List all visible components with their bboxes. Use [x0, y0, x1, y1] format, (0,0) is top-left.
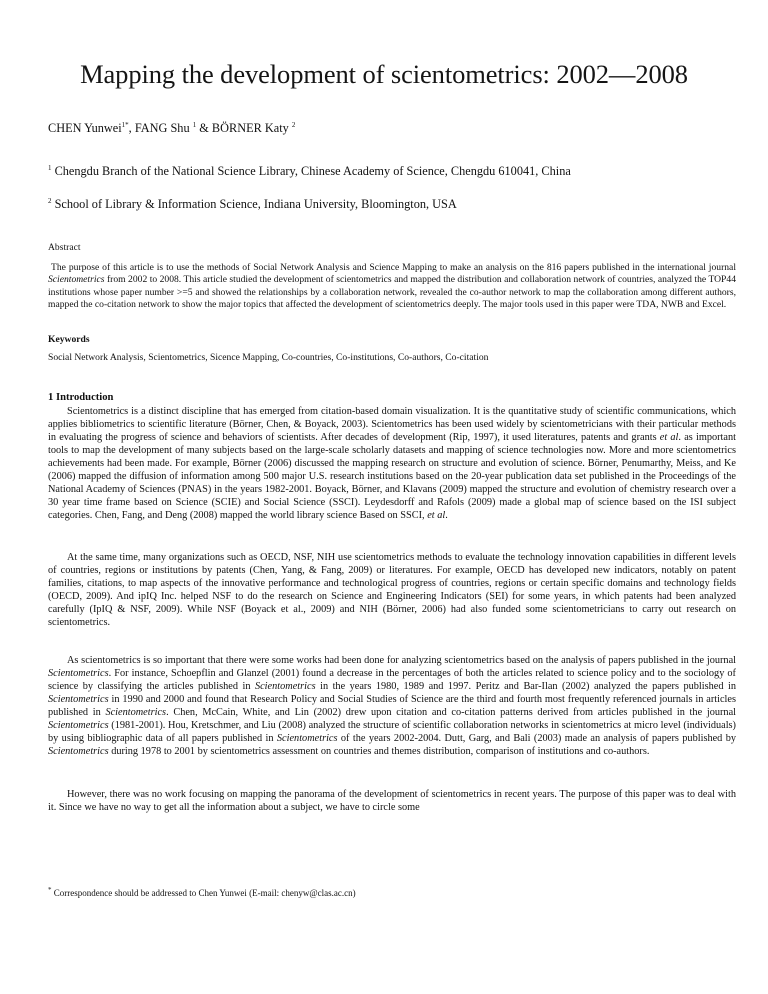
- intro-paragraph-3: [48, 654, 736, 758]
- paragraph-text: . Chen, McCain, White, and Lin (2002) drew upon citation and co-citation patterns derived from articles published in the journal: [166, 707, 736, 719]
- journal-name: Scientometrics: [48, 274, 105, 286]
- journal-name: Scientometrics: [254, 681, 316, 693]
- author-affiliation-mark: 1*: [121, 120, 129, 129]
- affiliation-2: [48, 197, 457, 212]
- paragraph-text: At the same time, many organizations such as OECD, NSF, NIH use scientometrics methods to evaluate the technology innovation capabilities in different levels of countries, regions or institutions by patents (Chen, Yang, & Fang, 2009) or literatures. For example, OECD has developed new indicators, notably on patent families, citations, to map aspects of the innovative performance and technological progress of countries, regions or certain specific domains and technology fields (OECD, 2009). And ipIQ Inc. helped NSF to do the research on Science and Engineering Indicators (SEI) for some years, in which patents had been analyzed carefully (IpIQ & NSF, 2009). While NSF (Boyack et al., 2009) and NIH (Börner, 2006) had also funded some scientometricians to carry out research on scientometrics.: [48, 552, 736, 629]
- author-name: FANG Shu: [134, 121, 193, 135]
- paragraph-text: As scientometrics is so important that there were some works had been done for analyzing scientometrics based on the analysis of papers published in the journal: [67, 655, 736, 666]
- abstract-text: The purpose of this article is to use the methods of Social Network Analysis and Science Mapping to make an analysis on the 816 papers published in the international journal: [51, 262, 736, 273]
- section-heading-introduction: 1 Introduction: [48, 392, 114, 403]
- author-name: CHEN Yunwei: [48, 121, 122, 135]
- correspondence-footnote: [48, 888, 356, 898]
- journal-name: Scientometrics: [48, 720, 109, 732]
- abstract-heading: Abstract: [48, 242, 81, 253]
- keywords-list: Social Network Analysis, Scientometrics, Sicence Mapping, Co-countries, Co-institutions, Co-authors, Co-citation: [48, 352, 489, 363]
- keywords-heading: Keywords: [48, 334, 90, 345]
- author-list: [48, 121, 295, 136]
- journal-name: Scientometrics: [276, 733, 338, 745]
- paragraph-text: However, there was no work focusing on mapping the panorama of the development of scientometrics in recent years. The purpose of this paper was to deal with it. Since we have no way to get all the information about a subject, we have to circle some: [48, 789, 736, 814]
- affiliation-text: School of Library & Information Science, Indiana University, Bloomington, USA: [54, 197, 457, 211]
- journal-name: Scientometrics: [48, 746, 109, 758]
- abstract-text: from 2002 to 2008. This article studied the development of scientometrics and mapped the distribution and collaboration network of countries, analyzed the TOP44 institutions whose paper number >=5 and showed the relationships by a collaboration network, revealed the co-author network to map the collaboration among different authors, mapped the co-citation network to show the major topics that affected the development of scientometrics deeply. The major tools used in this paper were TDA, NWB and Excel.: [48, 274, 736, 310]
- author-name: BÖRNER Katy: [211, 121, 292, 135]
- author-separator: &: [196, 121, 212, 135]
- intro-paragraph-1: [48, 405, 736, 522]
- paragraph-text: in the years 1980, 1989 and 1997. Peritz and Bar-Ilan (2002) analyzed the papers published in: [315, 681, 736, 693]
- paragraph-text: during 1978 to 2001 by scientometrics assessment on countries and themes distribution, comparison of institutions and co-authors.: [108, 746, 650, 758]
- author-affiliation-mark: 2: [291, 120, 296, 129]
- paragraph-text: .: [445, 510, 448, 522]
- intro-paragraph-2: [48, 551, 736, 629]
- footnote-text: Correspondence should be addressed to Chen Yunwei (E-mail: chenyw@clas.ac.cn): [51, 888, 356, 898]
- affiliation-text: Chengdu Branch of the National Science Library, Chinese Academy of Science, Chengdu 610041, China: [54, 164, 571, 178]
- intro-paragraph-4: [48, 788, 736, 814]
- paragraph-text: of the years 2002-2004. Dutt, Garg, and Bali (2003) made an analysis of papers published by: [337, 733, 736, 745]
- affiliation-mark: 2: [48, 196, 52, 205]
- paragraph-text: Scientometrics is a distinct discipline that has emerged from citation-based domain visualization. It is the quantitative study of scientific communications, which applies bibliometrics to scientific literature (Börner, Chen, & Boyack, 2003). Scientometrics has been used widely by scientometricians with their particular methods in evaluating the progress of science and behaviors of scientists. After decades of development (Rip, 1997), it used literatures, patents and grants: [48, 406, 736, 444]
- et-al: et al: [659, 432, 679, 444]
- paragraph-text: (1981-2001). Hou, Kretschmer, and Liu (2008) analyzed the structure of scientific collaboration networks in scientometrics at micro level (individuals) by using bibliographic data of all papers published in: [48, 720, 736, 745]
- et-al: et al: [427, 510, 446, 522]
- author-affiliation-mark: 1: [192, 120, 197, 129]
- paper-title: Mapping the development of scientometrics: 2002—2008: [80, 59, 688, 89]
- paragraph-text: . as important tools to map the development of many subjects based on the large-scale scholarly datasets and mapping of science technologies now. More and more scientometrics achievements had been made. For example, Börner (2006) discussed the mapping research on structure and evolution of science. Börner, Penumarthy, Meiss, and Ke (2006) mapped the diffusion of information among 500 major U.S. research institutions based on the 20-year publication data set published in the Proceedings of the National Academy of Sciences (PNAS) in the years 1982-2001. Boyack, Börner, and Klavans (2009) mapped the structure and evolution of chemistry research over a 30 year time frame based on Science (SCIE) and Social Science (SSCI). Leydesdorff and Rafols (2009) made a global map of science based on the ISI subject categories. Chen, Fang, and Deng (2008) mapped the world library science Based on SSCI,: [48, 432, 736, 522]
- journal-name: Scientometrics: [105, 707, 167, 719]
- paragraph-text: . For instance, Schoepflin and Glanzel (2001) found a decrease in the percentages of both the articles related to science policy and to the sociology of science by classifying the articles published in: [48, 668, 736, 693]
- author-separator: ,: [128, 121, 135, 135]
- affiliation-mark: 1: [48, 163, 52, 172]
- footnote-mark: *: [48, 886, 52, 894]
- paragraph-text: in 1990 and 2000 and found that Research Policy and Social Studies of Science are the third and fourth most frequently referenced journals in articles published in: [48, 694, 736, 719]
- affiliation-1: [48, 164, 571, 179]
- journal-name: Scientometrics: [48, 668, 109, 680]
- journal-name: Scientometrics: [48, 694, 109, 706]
- abstract-body: [48, 262, 736, 311]
